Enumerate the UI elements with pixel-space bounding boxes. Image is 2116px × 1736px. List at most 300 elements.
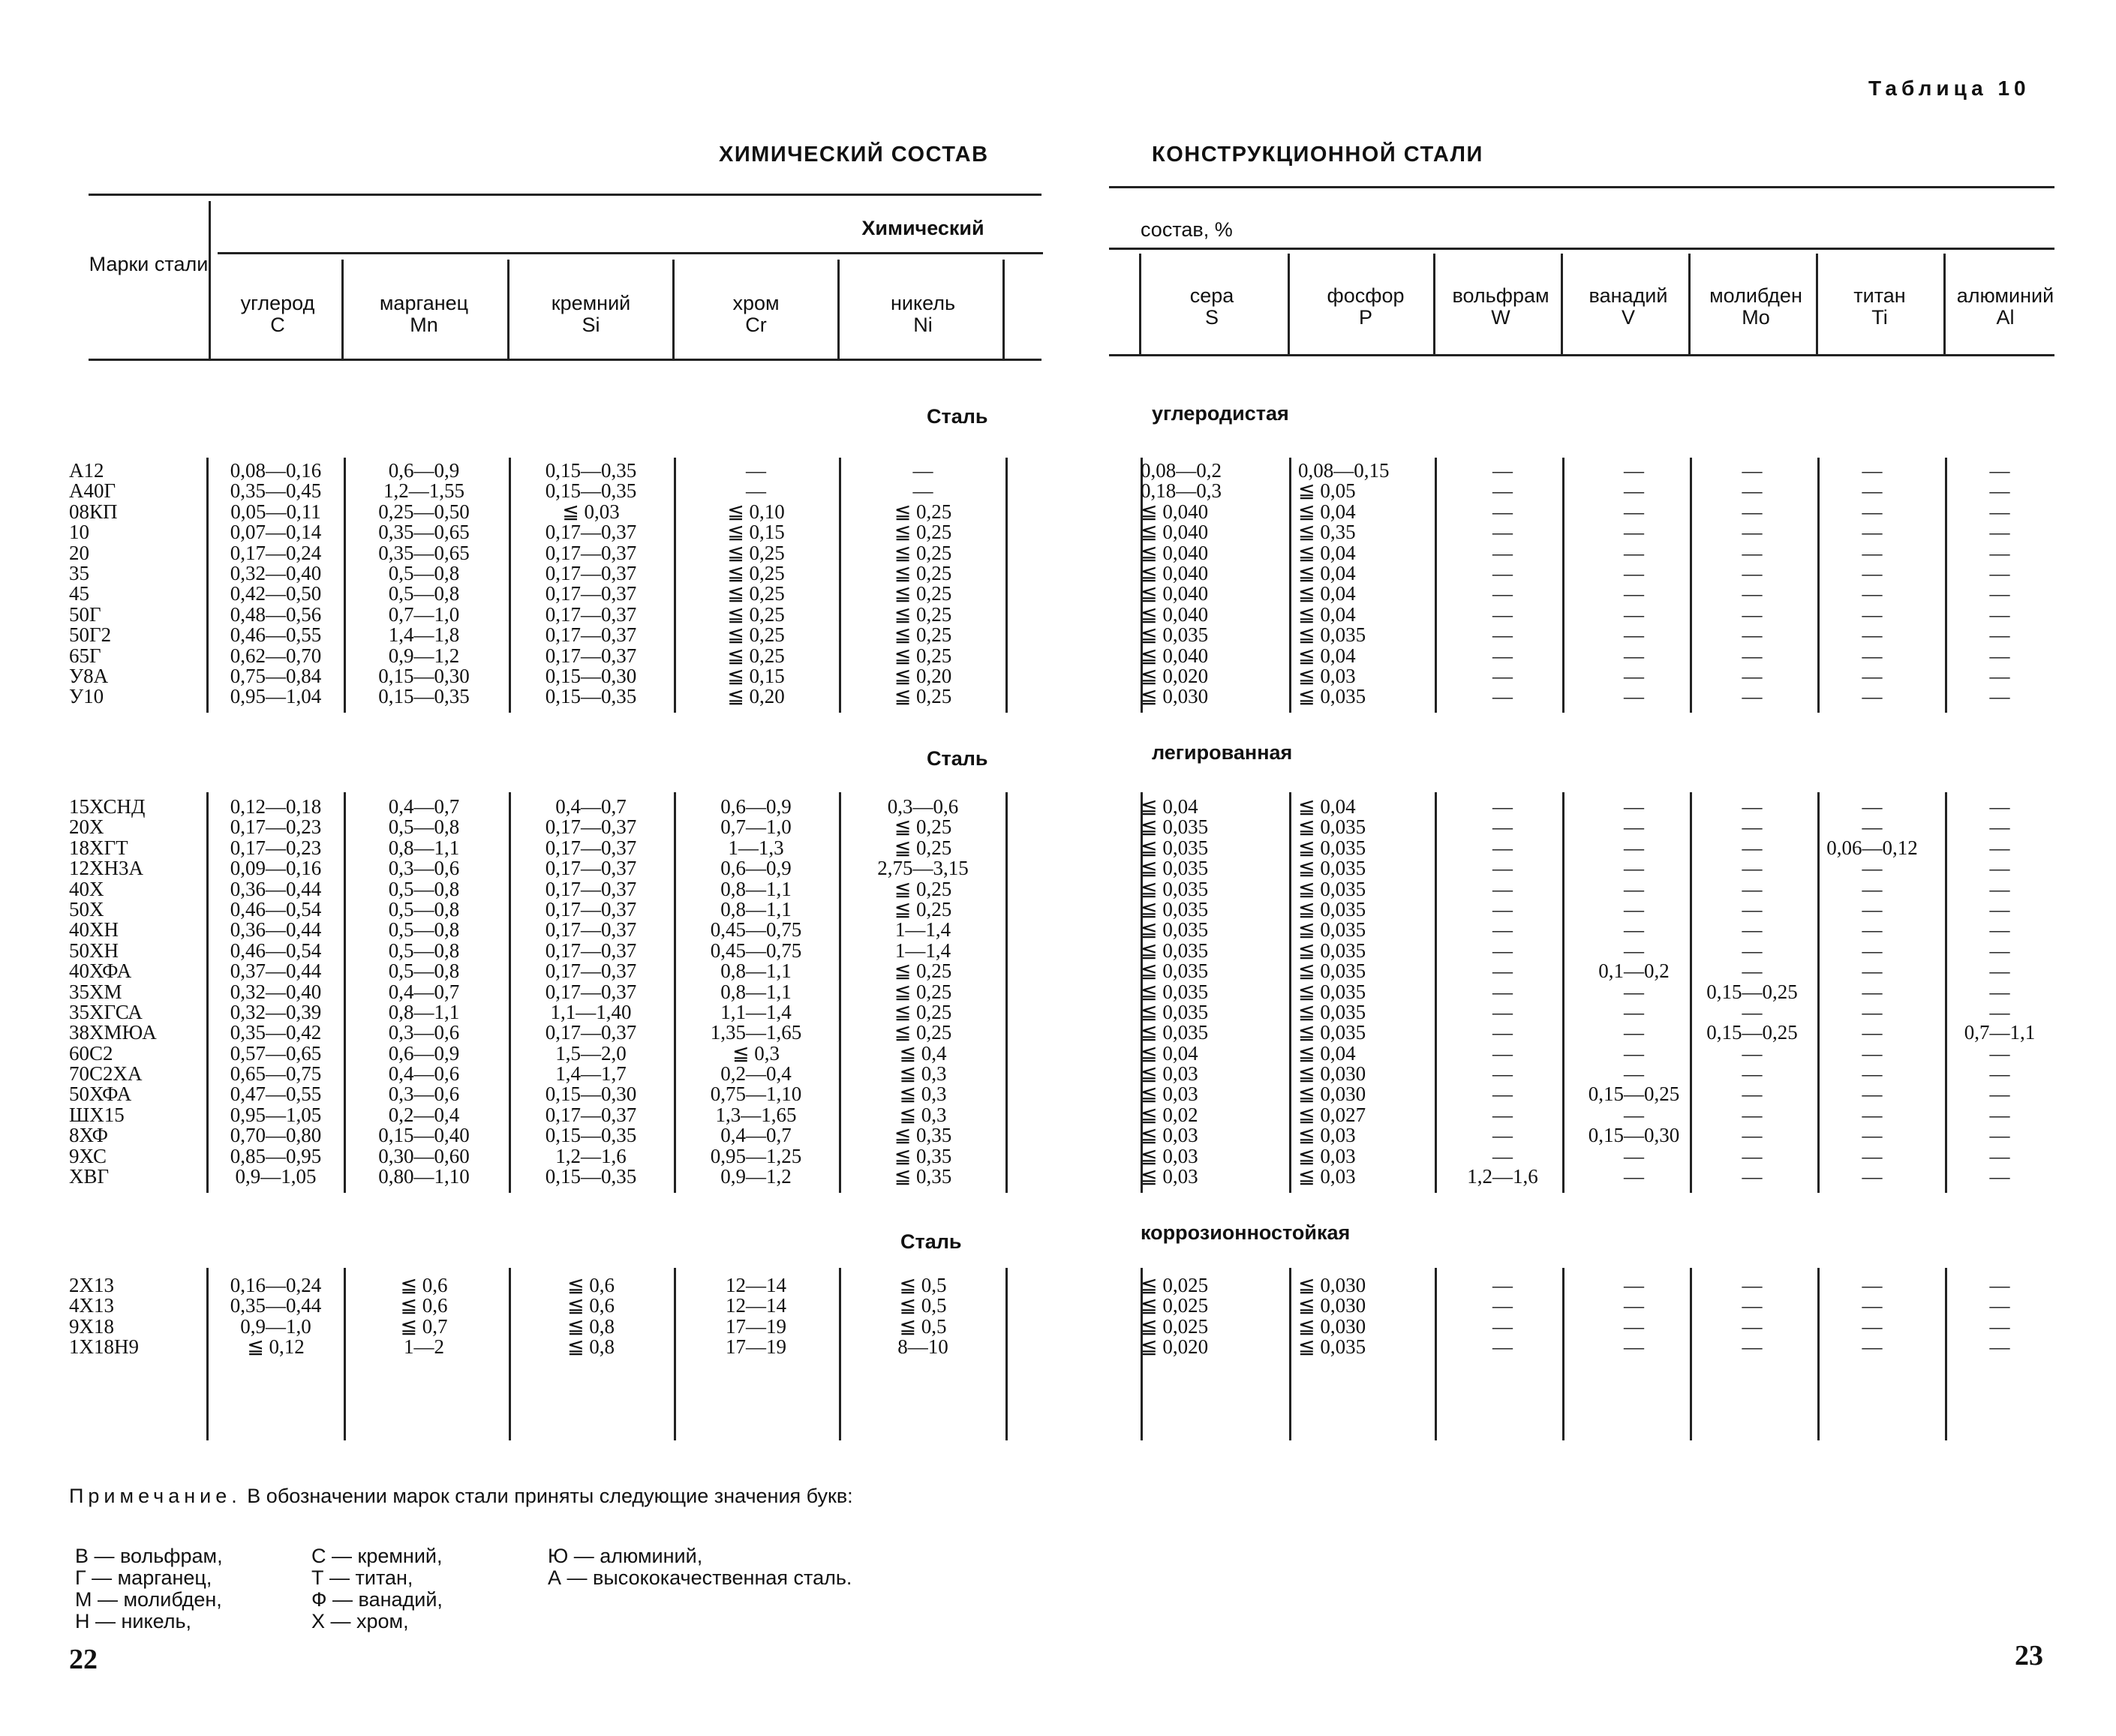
table-cell: 0,15—0,35 <box>545 459 637 482</box>
table-cell: 1,5—2,0 <box>555 1041 627 1065</box>
table-cell: — <box>1862 1124 1883 1147</box>
table-cell: 0,8—1,1 <box>388 836 460 859</box>
column-10 <box>1681 1275 1823 1358</box>
table-cell: ≦ 0,035 <box>1141 623 1209 647</box>
table-cell: 0,15—0,25 <box>1706 1021 1798 1044</box>
steel-grade: 20Х <box>69 815 104 839</box>
table-cell: ≦ 0,35 <box>894 1144 952 1167</box>
table-cell: ≦ 0,03 <box>1298 1144 1356 1167</box>
table-cell: — <box>1742 815 1763 839</box>
section-label-right: легированная <box>1152 741 1293 764</box>
table-cell: 0,15—0,35 <box>545 685 637 708</box>
column-7 <box>1298 461 1433 707</box>
table-cell: 0,4—0,7 <box>720 1124 792 1147</box>
table-cell: ≦ 0,04 <box>1298 1041 1356 1065</box>
table-cell: ≦ 0,6 <box>400 1274 448 1296</box>
table-cell: 2,75—3,15 <box>877 857 969 880</box>
table-cell: 0,1—0,2 <box>1598 960 1670 983</box>
table-cell: 0,09—0,16 <box>230 857 322 880</box>
column-4 <box>675 461 837 707</box>
table-cell: 0,80—1,10 <box>378 1165 470 1188</box>
table-cell: — <box>1492 459 1513 482</box>
table-cell: — <box>1624 521 1644 544</box>
table-cell: ≦ 0,035 <box>1141 815 1209 839</box>
header-col-name: сера <box>1189 284 1234 307</box>
table-cell: ≦ 0,35 <box>1298 521 1356 544</box>
header-col-symbol: P <box>1358 306 1372 329</box>
table-cell: — <box>1624 897 1644 921</box>
table-cell: ≦ 0,035 <box>1298 685 1366 708</box>
table-cell: 0,15—0,30 <box>378 664 470 687</box>
note-text: В обозначении марок стали приняты следующие значения букв: <box>247 1485 853 1507</box>
table-cell: — <box>1492 1083 1513 1106</box>
table-cell: 0,32—0,40 <box>230 561 322 584</box>
column-4 <box>675 797 837 1187</box>
table-cell: ≦ 0,04 <box>1298 561 1356 584</box>
table-cell: 0,06—0,12 <box>1826 836 1918 859</box>
table-cell: ≦ 0,5 <box>899 1294 947 1317</box>
header-col-name: ванадий <box>1589 284 1668 307</box>
column-4 <box>675 1275 837 1358</box>
header-col-symbol: Ni <box>913 314 933 336</box>
table-cell: ≦ 0,25 <box>727 561 785 584</box>
note <box>69 1485 1120 1507</box>
table-cell: ≦ 0,03 <box>1141 1144 1198 1167</box>
note-item: Х — хром, <box>311 1610 409 1632</box>
table-cell: 0,17—0,23 <box>230 836 322 859</box>
table-cell: 1—1,4 <box>894 939 951 962</box>
table-cell: ≦ 0,040 <box>1141 521 1209 544</box>
table-cell: ≦ 0,040 <box>1141 582 1209 605</box>
column-6 <box>1141 1275 1276 1358</box>
table-cell: — <box>1742 1062 1763 1086</box>
table-cell: ≦ 0,030 <box>1298 1274 1366 1296</box>
table-cell: 0,12—0,18 <box>230 795 322 818</box>
table-cell: 0,17—0,37 <box>545 644 637 667</box>
header-col-name: молибден <box>1709 284 1802 307</box>
table-cell: — <box>1492 1124 1513 1147</box>
steel-grade: 15ХСНД <box>69 795 146 818</box>
table-cell: — <box>1862 877 1883 900</box>
table-cell: — <box>1742 857 1763 880</box>
table-cell: — <box>1742 836 1763 859</box>
steel-grade: ХВГ <box>69 1165 110 1188</box>
table-cell: ≦ 0,04 <box>1298 795 1356 818</box>
table-cell: 0,15—0,30 <box>1588 1124 1680 1147</box>
column-1 <box>210 461 341 707</box>
table-cell: 0,8—1,1 <box>720 960 792 983</box>
table-cell: ≦ 0,25 <box>894 897 952 921</box>
table-cell: 0,57—0,65 <box>230 1041 322 1065</box>
header-col-ni <box>840 293 1005 336</box>
table-cell: 0,65—0,75 <box>230 1062 322 1086</box>
table-cell: ≦ 0,035 <box>1298 960 1366 983</box>
table-cell: ≦ 0,035 <box>1298 897 1366 921</box>
header-col-name: кремний <box>551 292 631 314</box>
table-cell: ≦ 0,025 <box>1141 1294 1209 1317</box>
table-cell: 0,8—1,1 <box>388 1000 460 1023</box>
table-cell: — <box>1624 1103 1644 1126</box>
table-cell: ≦ 0,03 <box>562 500 620 523</box>
table-cell: ≦ 0,20 <box>894 664 952 687</box>
header-sep <box>1139 254 1141 354</box>
table-cell: ≦ 0,25 <box>894 877 952 900</box>
table-cell: — <box>1989 1000 2010 1023</box>
header-col-c <box>218 293 338 336</box>
column-sep <box>206 1268 209 1440</box>
steel-grade: 08КП <box>69 500 118 523</box>
note-item: Т — титан, <box>311 1566 413 1589</box>
steel-grade: У8А <box>69 664 109 687</box>
table-cell: — <box>1862 980 1883 1003</box>
table-cell: ≦ 0,25 <box>894 500 952 523</box>
note-item: Н — никель, <box>75 1610 192 1632</box>
rule-chem-right <box>1109 248 2054 250</box>
table-cell: — <box>1862 1314 1883 1338</box>
note-item: Ф — ванадий, <box>311 1588 443 1611</box>
steel-grade: 60С2 <box>69 1041 113 1065</box>
column-12 <box>1936 461 2063 707</box>
column-11 <box>1805 461 1940 707</box>
table-cell: 0,35—0,65 <box>378 541 470 564</box>
table-cell: 12—14 <box>726 1274 786 1296</box>
table-cell: ≦ 0,035 <box>1298 815 1366 839</box>
steel-grade: ШХ15 <box>69 1103 125 1126</box>
header-sep <box>1816 254 1818 354</box>
table-cell: — <box>1989 877 2010 900</box>
table-cell: — <box>1492 1021 1513 1044</box>
header-sep <box>341 260 344 359</box>
table-cell: — <box>1742 541 1763 564</box>
table-cell: ≦ 0,4 <box>899 1041 947 1065</box>
header-col-symbol: C <box>270 314 285 336</box>
header-sep <box>507 260 509 359</box>
header-col-symbol: Mn <box>410 314 438 336</box>
table-cell: — <box>1862 561 1883 584</box>
table-cell: 0,9—1,0 <box>240 1314 311 1338</box>
table-cell: 0,05—0,11 <box>230 500 321 523</box>
column-sep <box>206 458 209 713</box>
table-cell: — <box>1742 561 1763 584</box>
steel-grade: 40ХФА <box>69 960 132 983</box>
table-cell: 0,9—1,2 <box>720 1165 792 1188</box>
table-cell: 0,30—0,60 <box>378 1144 470 1167</box>
table-cell: — <box>1492 479 1513 503</box>
table-cell: 0,2—0,4 <box>388 1103 460 1126</box>
table-cell: — <box>1624 918 1644 942</box>
column-sep <box>1005 458 1008 713</box>
table-cell: — <box>1492 582 1513 605</box>
table-cell: ≦ 0,035 <box>1141 939 1209 962</box>
steel-grade: 9Х18 <box>69 1314 114 1338</box>
table-cell: 0,36—0,44 <box>230 918 322 942</box>
header-col-cr <box>675 293 837 336</box>
table-cell: ≦ 0,25 <box>894 815 952 839</box>
table-cell: 0,45—0,75 <box>710 939 802 962</box>
table-cell: 0,4—0,7 <box>388 980 460 1003</box>
table-cell: 0,17—0,37 <box>545 918 637 942</box>
table-cell: ≦ 0,020 <box>1141 1335 1209 1359</box>
table-label: Таблица 10 <box>1868 77 2030 100</box>
table-cell: 0,3—0,6 <box>887 795 959 818</box>
steel-grade: 10 <box>69 521 89 544</box>
table-cell: — <box>1989 960 2010 983</box>
table-cell: ≦ 0,030 <box>1298 1294 1366 1317</box>
table-cell: ≦ 0,035 <box>1298 1335 1366 1359</box>
header-col-name: углерод <box>240 292 315 314</box>
table-cell: — <box>1742 1294 1763 1317</box>
table-cell: — <box>1989 1124 2010 1147</box>
table-cell: 0,15—0,30 <box>545 664 637 687</box>
steel-grade: 20 <box>69 541 89 564</box>
table-cell: 8—10 <box>897 1335 948 1359</box>
table-cell: — <box>1989 918 2010 942</box>
table-cell: — <box>1624 1041 1644 1065</box>
table-cell: ≦ 0,035 <box>1141 1000 1209 1023</box>
column-sep <box>1289 1268 1291 1440</box>
table-cell: — <box>1989 685 2010 708</box>
table-cell: 0,5—0,8 <box>388 897 460 921</box>
table-cell: — <box>1624 664 1644 687</box>
note-col3 <box>548 1545 852 1589</box>
column-sep <box>1289 792 1291 1193</box>
table-cell: — <box>1989 1041 2010 1065</box>
steel-grade: 35ХГСА <box>69 1000 143 1023</box>
steel-grade: У10 <box>69 685 104 708</box>
table-cell: — <box>1624 479 1644 503</box>
header-col-name: хром <box>732 292 780 314</box>
table-cell: — <box>1989 1335 2010 1359</box>
table-cell: — <box>1624 561 1644 584</box>
table-cell: 0,5—0,8 <box>388 561 460 584</box>
table-cell: 1—1,3 <box>728 836 784 859</box>
table-cell: — <box>1492 500 1513 523</box>
table-cell: — <box>1862 857 1883 880</box>
table-cell: 0,15—0,35 <box>545 1165 637 1188</box>
header-col-symbol: W <box>1491 306 1510 329</box>
table-cell: 0,6—0,9 <box>388 459 460 482</box>
header-col-w <box>1437 285 1564 329</box>
column-2 <box>345 461 503 707</box>
column-6 <box>1141 797 1276 1187</box>
table-cell: ≦ 0,035 <box>1298 939 1366 962</box>
header-col-si <box>510 293 672 336</box>
table-cell: — <box>1492 918 1513 942</box>
table-cell: — <box>1624 500 1644 523</box>
table-cell: — <box>1862 1021 1883 1044</box>
table-cell: 0,6—0,9 <box>720 795 792 818</box>
rule-chem-left <box>218 252 1043 254</box>
table-cell: 0,17—0,37 <box>545 561 637 584</box>
column-3 <box>510 1275 672 1358</box>
table-cell: 0,35—0,42 <box>230 1021 322 1044</box>
table-cell: 0,48—0,56 <box>230 602 322 626</box>
header-col-symbol: V <box>1621 306 1635 329</box>
table-cell: — <box>1492 980 1513 1003</box>
section-label-right: углеродистая <box>1152 402 1289 425</box>
table-cell: — <box>1624 1274 1644 1296</box>
table-cell: 0,25—0,50 <box>378 500 470 523</box>
table-cell: — <box>1862 582 1883 605</box>
table-cell: 0,15—0,25 <box>1588 1083 1680 1106</box>
table-cell: ≦ 0,040 <box>1141 561 1209 584</box>
table-cell: — <box>1624 644 1644 667</box>
steel-grade: 65Г <box>69 644 101 667</box>
table-cell: ≦ 0,20 <box>727 685 785 708</box>
table-cell: ≦ 0,03 <box>1141 1124 1198 1147</box>
column-8 <box>1433 797 1572 1187</box>
table-cell: — <box>1989 479 2010 503</box>
table-cell: — <box>1624 541 1644 564</box>
steel-grade: 2Х13 <box>69 1274 114 1296</box>
header-chem-left: Химический <box>861 217 984 239</box>
table-cell: ≦ 0,027 <box>1298 1103 1366 1126</box>
table-cell: — <box>1862 1000 1883 1023</box>
table-cell: ≦ 0,12 <box>247 1335 305 1359</box>
table-cell: 0,15—0,25 <box>1706 980 1798 1003</box>
table-cell: 0,6—0,9 <box>388 1041 460 1065</box>
table-cell: — <box>1624 1165 1644 1188</box>
table-cell: — <box>1989 521 2010 544</box>
table-cell: 0,8—1,1 <box>720 897 792 921</box>
table-cell: — <box>1862 1062 1883 1086</box>
table-cell: 0,15—0,35 <box>545 1124 637 1147</box>
table-cell: ≦ 0,03 <box>1298 1124 1356 1147</box>
column-5 <box>840 797 1005 1187</box>
section-label-left: Сталь <box>927 747 988 770</box>
table-cell: ≦ 0,25 <box>894 1021 952 1044</box>
table-cell: 0,7—1,0 <box>388 602 460 626</box>
table-cell: ≦ 0,030 <box>1141 685 1209 708</box>
header-sep <box>209 201 211 359</box>
header-col-name: алюминий <box>1956 284 2054 307</box>
table-cell: ≦ 0,02 <box>1141 1103 1198 1126</box>
table-cell: — <box>1624 877 1644 900</box>
table-cell: 17—19 <box>726 1314 786 1338</box>
table-cell: 0,17—0,37 <box>545 815 637 839</box>
table-cell: 0,37—0,44 <box>230 960 322 983</box>
table-cell: ≦ 0,3 <box>732 1041 780 1065</box>
table-cell: 1—2 <box>404 1335 444 1359</box>
column-sep <box>1289 458 1291 713</box>
table-cell: — <box>1989 815 2010 839</box>
table-cell: — <box>912 479 933 503</box>
table-cell: 1,35—1,65 <box>710 1021 802 1044</box>
table-cell: ≦ 0,04 <box>1298 582 1356 605</box>
table-cell: — <box>1742 521 1763 544</box>
table-cell: ≦ 0,25 <box>894 836 952 859</box>
column-3 <box>510 461 672 707</box>
note-item: В — вольфрам, <box>75 1545 223 1567</box>
table-cell: — <box>1624 1062 1644 1086</box>
table-cell: — <box>1492 623 1513 647</box>
column-1 <box>210 1275 341 1358</box>
table-cell: ≦ 0,25 <box>894 1000 952 1023</box>
table-cell: — <box>1742 1144 1763 1167</box>
steel-grade: 8ХФ <box>69 1124 108 1147</box>
header-col-symbol: Si <box>582 314 600 336</box>
table-cell: — <box>1742 500 1763 523</box>
steel-grade: 18ХГТ <box>69 836 128 859</box>
table-cell: ≦ 0,25 <box>894 980 952 1003</box>
table-cell: ≦ 0,25 <box>894 623 952 647</box>
table-cell: — <box>1624 836 1644 859</box>
table-cell: — <box>1989 980 2010 1003</box>
header-col-symbol: Ti <box>1871 306 1888 329</box>
table-cell: ≦ 0,35 <box>894 1124 952 1147</box>
table-cell: 0,32—0,40 <box>230 980 322 1003</box>
table-cell: — <box>746 459 766 482</box>
table-cell: ≦ 0,035 <box>1141 877 1209 900</box>
table-cell: 0,32—0,39 <box>230 1000 322 1023</box>
header-col-name: титан <box>1853 284 1906 307</box>
steel-grade: 38ХМЮА <box>69 1021 157 1044</box>
table-cell: — <box>1862 479 1883 503</box>
table-cell: — <box>1492 1041 1513 1065</box>
table-cell: — <box>1742 918 1763 942</box>
table-cell: 0,17—0,37 <box>545 541 637 564</box>
table-cell: — <box>1989 1083 2010 1106</box>
column-sep <box>206 792 209 1193</box>
table-cell: 0,46—0,54 <box>230 939 322 962</box>
table-cell: — <box>1989 1103 2010 1126</box>
header-sep <box>1288 254 1290 354</box>
table-cell: 1,4—1,7 <box>555 1062 627 1086</box>
title-right: КОНСТРУКЦИОННОЙ СТАЛИ <box>1152 143 1483 167</box>
header-col-s <box>1141 285 1283 329</box>
column-5 <box>840 1275 1005 1358</box>
table-cell: — <box>1492 521 1513 544</box>
column-0 <box>69 797 204 1187</box>
table-cell: — <box>1742 1314 1763 1338</box>
table-cell: — <box>1742 644 1763 667</box>
table-cell: 0,95—1,25 <box>710 1144 802 1167</box>
table-cell: — <box>1742 1274 1763 1296</box>
table-cell: 0,85—0,95 <box>230 1144 322 1167</box>
table-cell: — <box>1862 939 1883 962</box>
header-sep <box>672 260 675 359</box>
table-cell: ≦ 0,030 <box>1298 1062 1366 1086</box>
table-cell: — <box>1492 1144 1513 1167</box>
table-cell: — <box>1989 602 2010 626</box>
table-cell: — <box>1862 521 1883 544</box>
table-cell: 0,75—1,10 <box>710 1083 802 1106</box>
steel-grade: 35 <box>69 561 89 584</box>
column-7 <box>1298 1275 1433 1358</box>
table-cell: — <box>1492 960 1513 983</box>
table-cell: ≦ 0,15 <box>727 664 785 687</box>
table-cell: — <box>1492 795 1513 818</box>
header-col-al <box>1943 285 2067 329</box>
table-cell: 0,6—0,9 <box>720 857 792 880</box>
table-cell: — <box>1492 815 1513 839</box>
table-cell: — <box>1862 1103 1883 1126</box>
header-col-symbol: Cr <box>745 314 767 336</box>
table-cell: ≦ 0,030 <box>1298 1314 1366 1338</box>
table-cell: ≦ 0,03 <box>1141 1062 1198 1086</box>
table-cell: 0,4—0,7 <box>388 795 460 818</box>
table-cell: 0,17—0,37 <box>545 857 637 880</box>
table-cell: — <box>1624 1000 1644 1023</box>
table-cell: ≦ 0,04 <box>1298 541 1356 564</box>
table-cell: — <box>1742 623 1763 647</box>
column-2 <box>345 797 503 1187</box>
header-sep <box>837 260 840 359</box>
table-cell: — <box>1492 1314 1513 1338</box>
table-cell: — <box>1742 1041 1763 1065</box>
header-col-mo <box>1692 285 1820 329</box>
table-cell: ≦ 0,035 <box>1298 877 1366 900</box>
